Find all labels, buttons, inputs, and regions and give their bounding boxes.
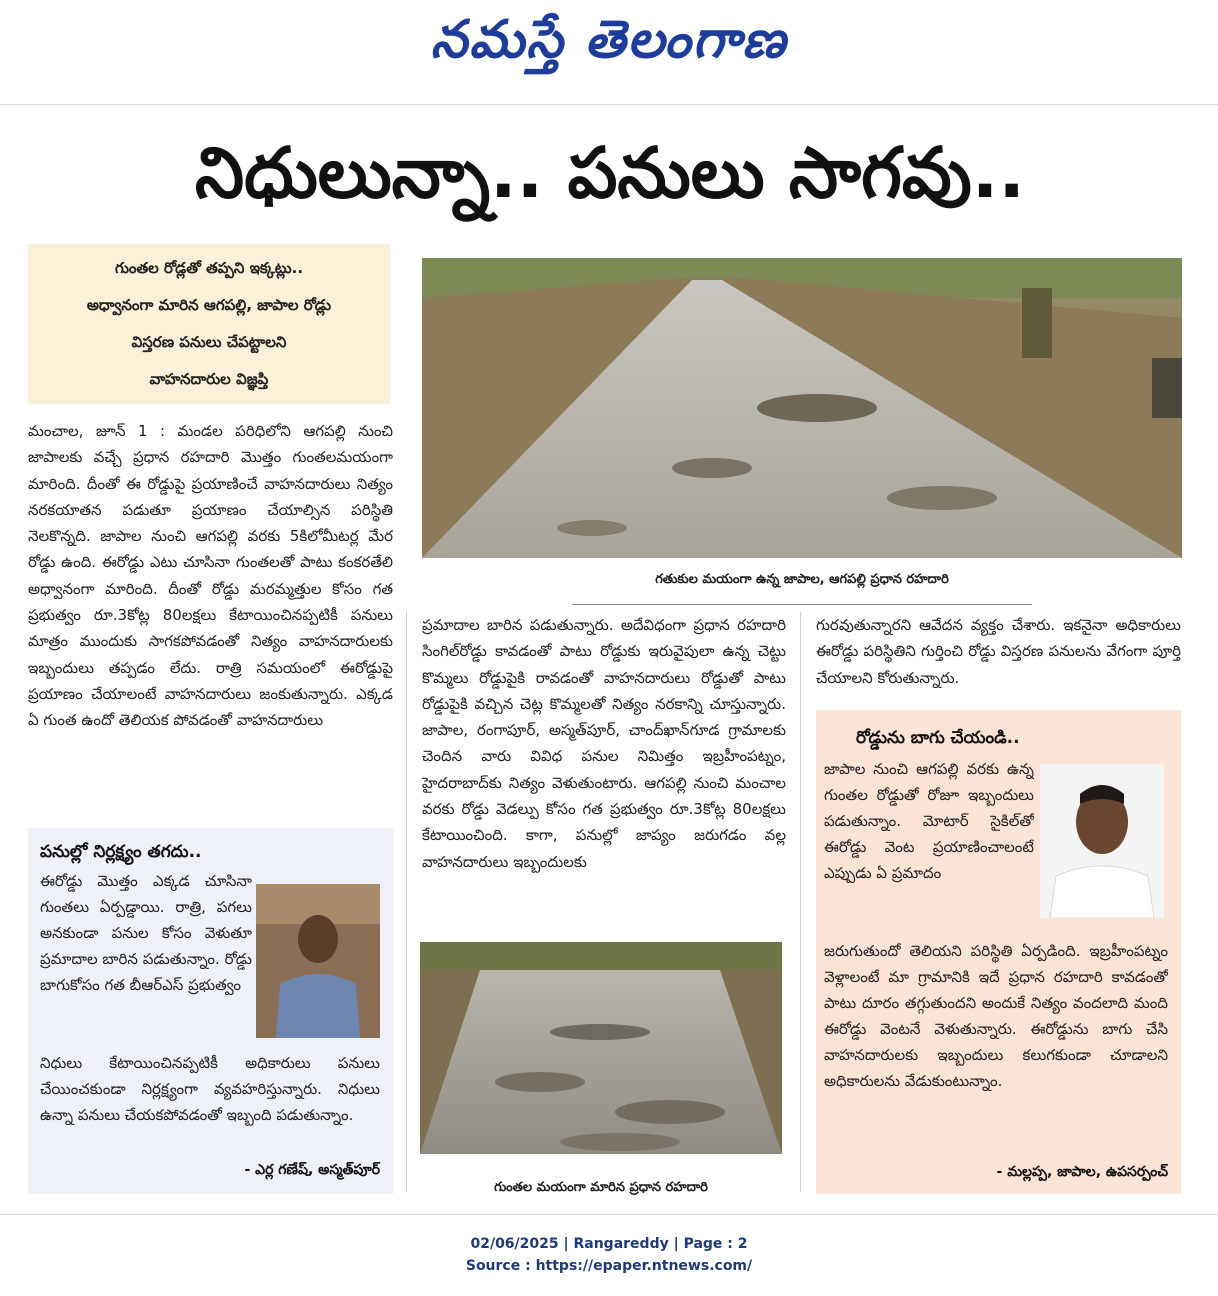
- photo-bottom-caption: గుంతల మయంగా మారిన ప్రధాన రహదారి: [494, 1180, 708, 1195]
- article-body-column-3: గురవుతున్నారని ఆవేదన వ్యక్తం చేశారు. ఇకనైనా అధికారులు ఈరోడ్డు పరిస్థితిని గుర్తించి రోడ్డు విస్తరణ పనులను వేగంగా పూర్తి చేయాలని కోరుతున్నారు.: [816, 616, 1181, 687]
- deck-line: విస్తరణ పనులు చేపట్టాలని: [131, 333, 287, 351]
- quote-box-right: [816, 710, 1181, 1194]
- deck-line: అధ్వానంగా మారిన ఆగపల్లి, జాపాల రోడ్లు: [86, 296, 332, 314]
- column-divider: [406, 612, 407, 1192]
- deck-line: గుంతల రోడ్లతో తప్పని ఇక్కట్లు..: [114, 259, 304, 277]
- quote-box-right-text-cont: జరుగుతుందో తెలియని పరిస్థితి ఏర్పడింది. ఇబ్రహీంపట్నం వెళ్లాలంటే మా గ్రామానికి ఇదే ప్రధాన రహదారి కావడంతో పాటు దూరం తగ్గుతుందని అందుకే నిత్యం వందలాది మంది ఈరోడ్డు వెంటనే వెళుతున్నారు. ఈరోడ్డును బాగు చేసి వాహనదారులకు ఇబ్బందులు కలుగకుండా చూడాలని అధికారులను వేడుకుంటున్నాం.: [824, 942, 1168, 1090]
- article-deck: [28, 244, 390, 404]
- quote-box-right-text: జాపాల నుంచి ఆగపల్లి వరకు ఉన్న గుంతల రోడ్డుతో రోజూ ఇబ్బందులు పడుతున్నాం. మోటార్ సైకిల్‌తో ఈరోడ్డు వెంట ప్రయాణించాలంటే ఎప్పుడు ఏ ప్రమాదం: [824, 760, 1034, 882]
- quote-box-left: [28, 828, 393, 1194]
- quote-box-left-signature: - ఎర్ల గణేష్, అస్మత్‌పూర్: [244, 1162, 380, 1178]
- quote-box-left-text: ఈరోడ్డు మొత్తం ఎక్కడ చూసినా గుంతలు ఏర్పడ్డాయి. రాత్రి, పగలు అనకుండా పనుల కోసం వెళుతూ ప్రమాదాల బారిన పడుతున్నాం. రోడ్డు బాగుకోసం గత బీఆర్‌ఎస్ ప్రభుత్వం: [40, 872, 252, 994]
- footer-divider: [0, 1214, 1218, 1215]
- road-photo-bottom: [420, 942, 782, 1154]
- road-photo-top: [422, 258, 1182, 558]
- article-body-column-2: ప్రమాదాల బారిన పడుతున్నారు. అదేవిధంగా ప్రధాన రహదారి సింగిల్‌రోడ్డు కావడంతో పాటు రోడ్డుకు ఇరువైపులా ఉన్న చెట్టు కొమ్మలు రోడ్డుపైకి రావడంతో వాహనదారులు రోడ్డుతో పాటు రోడ్డుపైకి వచ్చిన చెట్ల కొమ్మలతో నిత్యం నరకాన్ని చూస్తున్నారు. జాపాల, రంగాపూర్, అస్మత్‌పూర్, చాంద్‌ఖాన్‌గూడ గ్రామాలకు చెందిన వారు వివిధ పనుల నిమిత్తం ఇబ్రహీంపట్నం, హైదరాబాద్‌కు నిత్యం వెళుతుంటారు. ఆగపల్లి నుంచి మంచాల వరకు రోడ్డు వెడల్పు కోసం గత ప్రభుత్వం రూ.3కోట్ల 80లక్షలు కేటాయించింది. కాగా, పనుల్లో జాప్యం జరుగడం వల్ల వాహనదారులు ఇబ్బందులకు: [422, 616, 786, 871]
- quote-box-left-text-cont: నిధులు కేటాయించినప్పటికీ అధికారులు పనులు చేయించకుండా నిర్లక్ష్యంగా వ్యవహరిస్తున్నారు. నిధులు ఉన్నా పనులు చేయకపోవడంతో ఇబ్బంది పడుతున్నాం.: [40, 1054, 380, 1124]
- person-photo-right: [1040, 764, 1164, 918]
- photo-top-caption: గతుకుల మయంగా ఉన్న జాపాల, ఆగపల్లి ప్రధాన రహదారి: [655, 572, 949, 587]
- masthead-divider: [0, 104, 1218, 105]
- quote-box-right-title: రోడ్డును బాగు చేయండి..: [856, 728, 1020, 748]
- newspaper-masthead: నమస్తే తెలంగాణ: [430, 9, 788, 70]
- caption-underline: [572, 604, 1032, 605]
- column-divider: [800, 612, 801, 1192]
- footer-source-link[interactable]: Source : https://epaper.ntnews.com/: [465, 1258, 753, 1274]
- quote-box-left-title: పనుల్లో నిర్లక్ష్యం తగదు..: [40, 842, 202, 862]
- quote-box-right-signature: - మల్లప్ప, జాపాల, ఉపసర్పంచ్: [996, 1164, 1168, 1180]
- deck-line: వాహనదారుల విజ్ఞప్తి: [149, 370, 269, 388]
- person-photo-left: [256, 884, 380, 1038]
- article-headline: నిధులున్నా.. పనులు సాగవు..: [195, 132, 1025, 214]
- article-body-column-1: మంచాల, జూన్ 1 : మండల పరిధిలోని ఆగపల్లి నుంచి జాపాలకు వచ్చే ప్రధాన రహదారి మొత్తం గుంతలమయంగా మారింది. దీంతో ఈ రోడ్డుపై ప్రయాణించే వాహనదారులు నిత్యం నరకయాతన పడుతూ ప్రయాణం చేయాల్సిన పరిస్థితి నెలకొన్నది. జాపాల నుంచి ఆగపల్లి వరకు 5కిలోమీటర్ల మేర రోడ్డు ఉంది. ఈరోడ్డు ఎటు చూసినా గుంతలతో పాటు కంకరతేలి అధ్వానంగా మారింది. దీంతో రోడ్డు మరమ్మత్తుల కోసం గత ప్రభుత్వం రూ.3కోట్ల 80లక్షలు కేటాయించినప్పటికీ పనులు మాత్రం ముందుకు సాగకపోవడంతో నిత్యం వాహనదారులకు ఇబ్బందులు తప్పడం లేదు. రాత్రి సమయంలో ఈరోడ్డుపై ప్రయాణం చేయాలంటే వాహనదారులు జంకుతున్నారు. ఎక్కడ ఏ గుంత ఉందో తెలియక పోవడంతో వాహనదారులు: [28, 422, 393, 730]
- footer-edition-info: 02/06/2025 | Rangareddy | Page : 2: [470, 1236, 748, 1252]
